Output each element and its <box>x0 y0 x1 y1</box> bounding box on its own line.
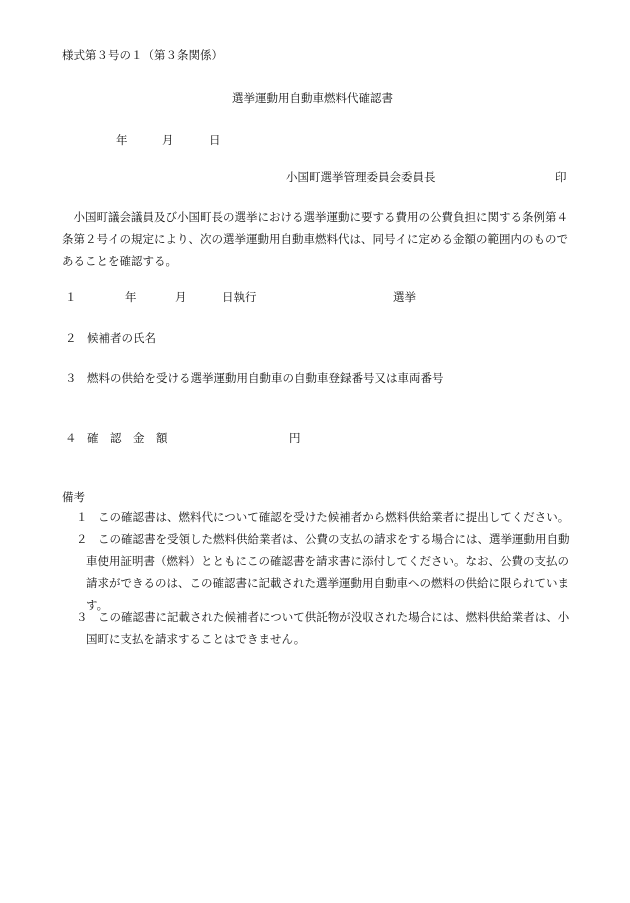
notes-heading: 備考 <box>62 490 85 504</box>
item-1-day-executed: 日執行 <box>222 290 257 304</box>
seal-mark: 印 <box>555 170 567 184</box>
note-2 <box>62 528 577 616</box>
note-1-text: この確認書は、燃料代について確認を受けた候補者から燃料供給業者に提出してください。 <box>98 510 570 524</box>
body-paragraph: 小国町議会議員及び小国町長の選挙における選挙運動に要する費用の公費負担に関する条例第４条第２号イの規定により、次の選挙運動用自動車燃料代は、同号イに定める金額の範囲内のものであることを確認する。 <box>62 210 568 268</box>
form-label: 様式第３号の１（第３条関係） <box>62 48 223 62</box>
note-3-number: ３ <box>76 610 88 624</box>
item-1-month: 月 <box>175 290 187 304</box>
item-3-label: 燃料の供給を受ける選挙運動用自動車の自動車登録番号又は車両番号 <box>87 371 444 385</box>
issuer-name: 小国町選挙管理委員会委員長 <box>286 170 436 184</box>
note-2-text: この確認書を受領した燃料供給業者は、公費の支払の請求をする場合には、選挙運動用自動車使用証明書（燃料）とともにこの確認書を請求書に添付してください。なお、公費の支払の請求ができるのは、この確認書に記載された選挙運動用自動車への燃料の供給に限られています。 <box>86 532 570 612</box>
note-1-number: １ <box>76 510 88 524</box>
date-day-label: 日 <box>209 133 221 147</box>
note-3-text: この確認書に記載された候補者について供託物が没収された場合には、燃料供給業者は、小国町に支払を請求することはできません。 <box>86 610 570 646</box>
item-4-label: 確 認 金 額 <box>87 431 168 445</box>
note-3 <box>62 606 577 650</box>
date-month-label: 月 <box>162 133 174 147</box>
date-year-label: 年 <box>116 133 128 147</box>
item-4-unit: 円 <box>289 431 301 445</box>
note-2-number: ２ <box>76 532 88 546</box>
note-1 <box>62 506 577 528</box>
item-4-number: ４ <box>65 431 77 445</box>
item-2-number: ２ <box>65 331 77 345</box>
item-1-year: 年 <box>125 290 137 304</box>
item-1-number: １ <box>65 290 77 304</box>
item-2-label: 候補者の氏名 <box>87 331 156 345</box>
item-1-election: 選挙 <box>393 290 416 304</box>
document-title: 選挙運動用自動車燃料代確認書 <box>232 91 393 105</box>
item-3-number: ３ <box>65 371 77 385</box>
